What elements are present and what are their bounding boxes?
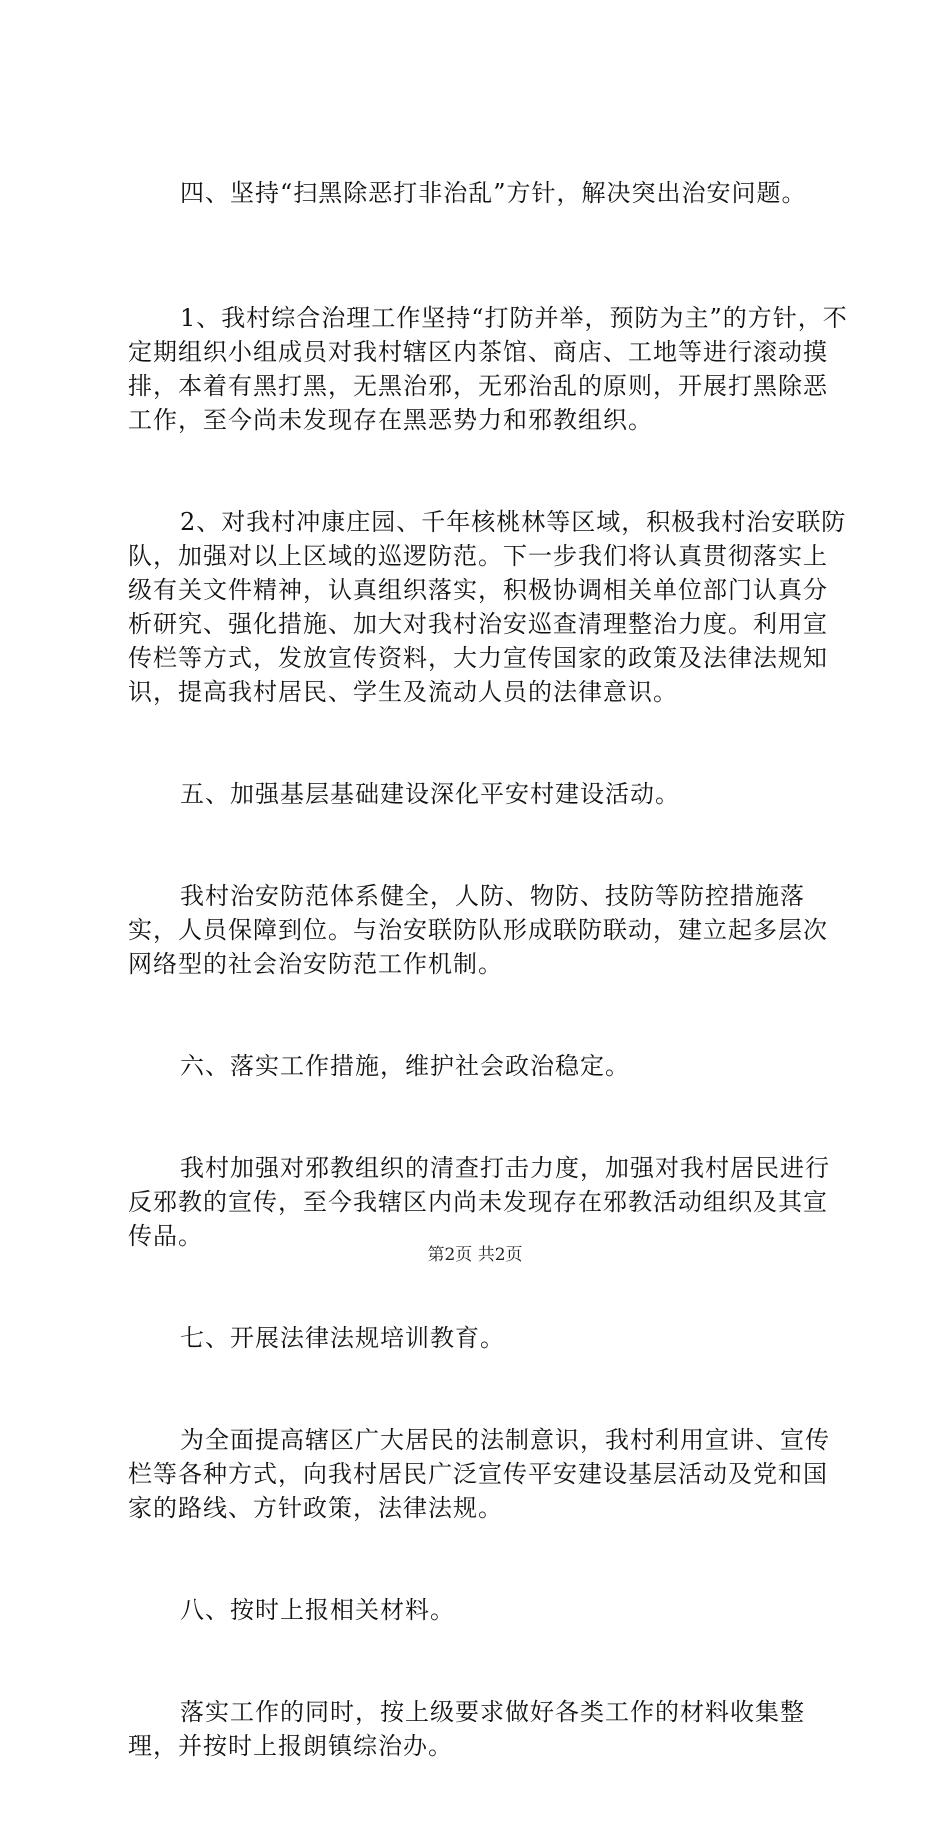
section-heading-five: 五、加强基层基础建设深化平安村建设活动。 [180, 780, 680, 808]
section-heading-seven: 七、开展法律法规培训教育。 [180, 1324, 505, 1352]
paragraph-6-body: 我村加强对邪教组织的清查打击力度，加强对我村居民进行反邪教的宣传，至今我辖区内尚未发现存在邪教活动组织及其宣传品。 [128, 1154, 830, 1250]
paragraph-7-body: 为全面提高辖区广大居民的法制意识，我村利用宣讲、宣传栏等各种方式，向我村居民广泛宣传平安建设基层活动及党和国家的路线、方针政策，法律法规。 [128, 1426, 830, 1522]
section-heading-eight: 八、按时上报相关材料。 [180, 1596, 455, 1624]
paragraph-5-body: 我村治安防范体系健全，人防、物防、技防等防控措施落实，人员保障到位。与治安联防队形成联防联动，建立起多层次网络型的社会治安防范工作机制。 [128, 882, 828, 978]
paragraph-2: 2、对我村冲康庄园、千年核桃林等区域，积极我村治安联防队，加强对以上区域的巡逻防范。下一步我们将认真贯彻落实上级有关文件精神，认真组织落实，积极协调相关单位部门认真分析研究、强化措施、加大对我村治安巡查清理整治力度。利用宣传栏等方式，发放宣传资料，大力宣传国家的政策及法律法规知识，提高我村居民、学生及流动人员的法律意识。 [128, 508, 847, 706]
paragraph-8-body: 落实工作的同时，按上级要求做好各类工作的材料收集整理，并按时上报朗镇综治办。 [128, 1698, 805, 1760]
section-heading-four: 四、坚持“扫黑除恶打非治乱”方针，解决突出治安问题。 [180, 179, 807, 207]
paragraph-1: 1、我村综合治理工作坚持“打防并举，预防为主”的方针，不定期组织小组成员对我村辖区内茶馆、商店、工地等进行滚动摸排，本着有黑打黑，无黑治邪，无邪治乱的原则，开展打黑除恶工作，至今尚未发现存在黑恶势力和邪教组织。 [128, 304, 848, 434]
page-number-footer: 第2页 共2页 [427, 1245, 523, 1265]
section-heading-six: 六、落实工作措施，维护社会政治稳定。 [180, 1052, 630, 1080]
body-text [128, 233, 848, 1831]
